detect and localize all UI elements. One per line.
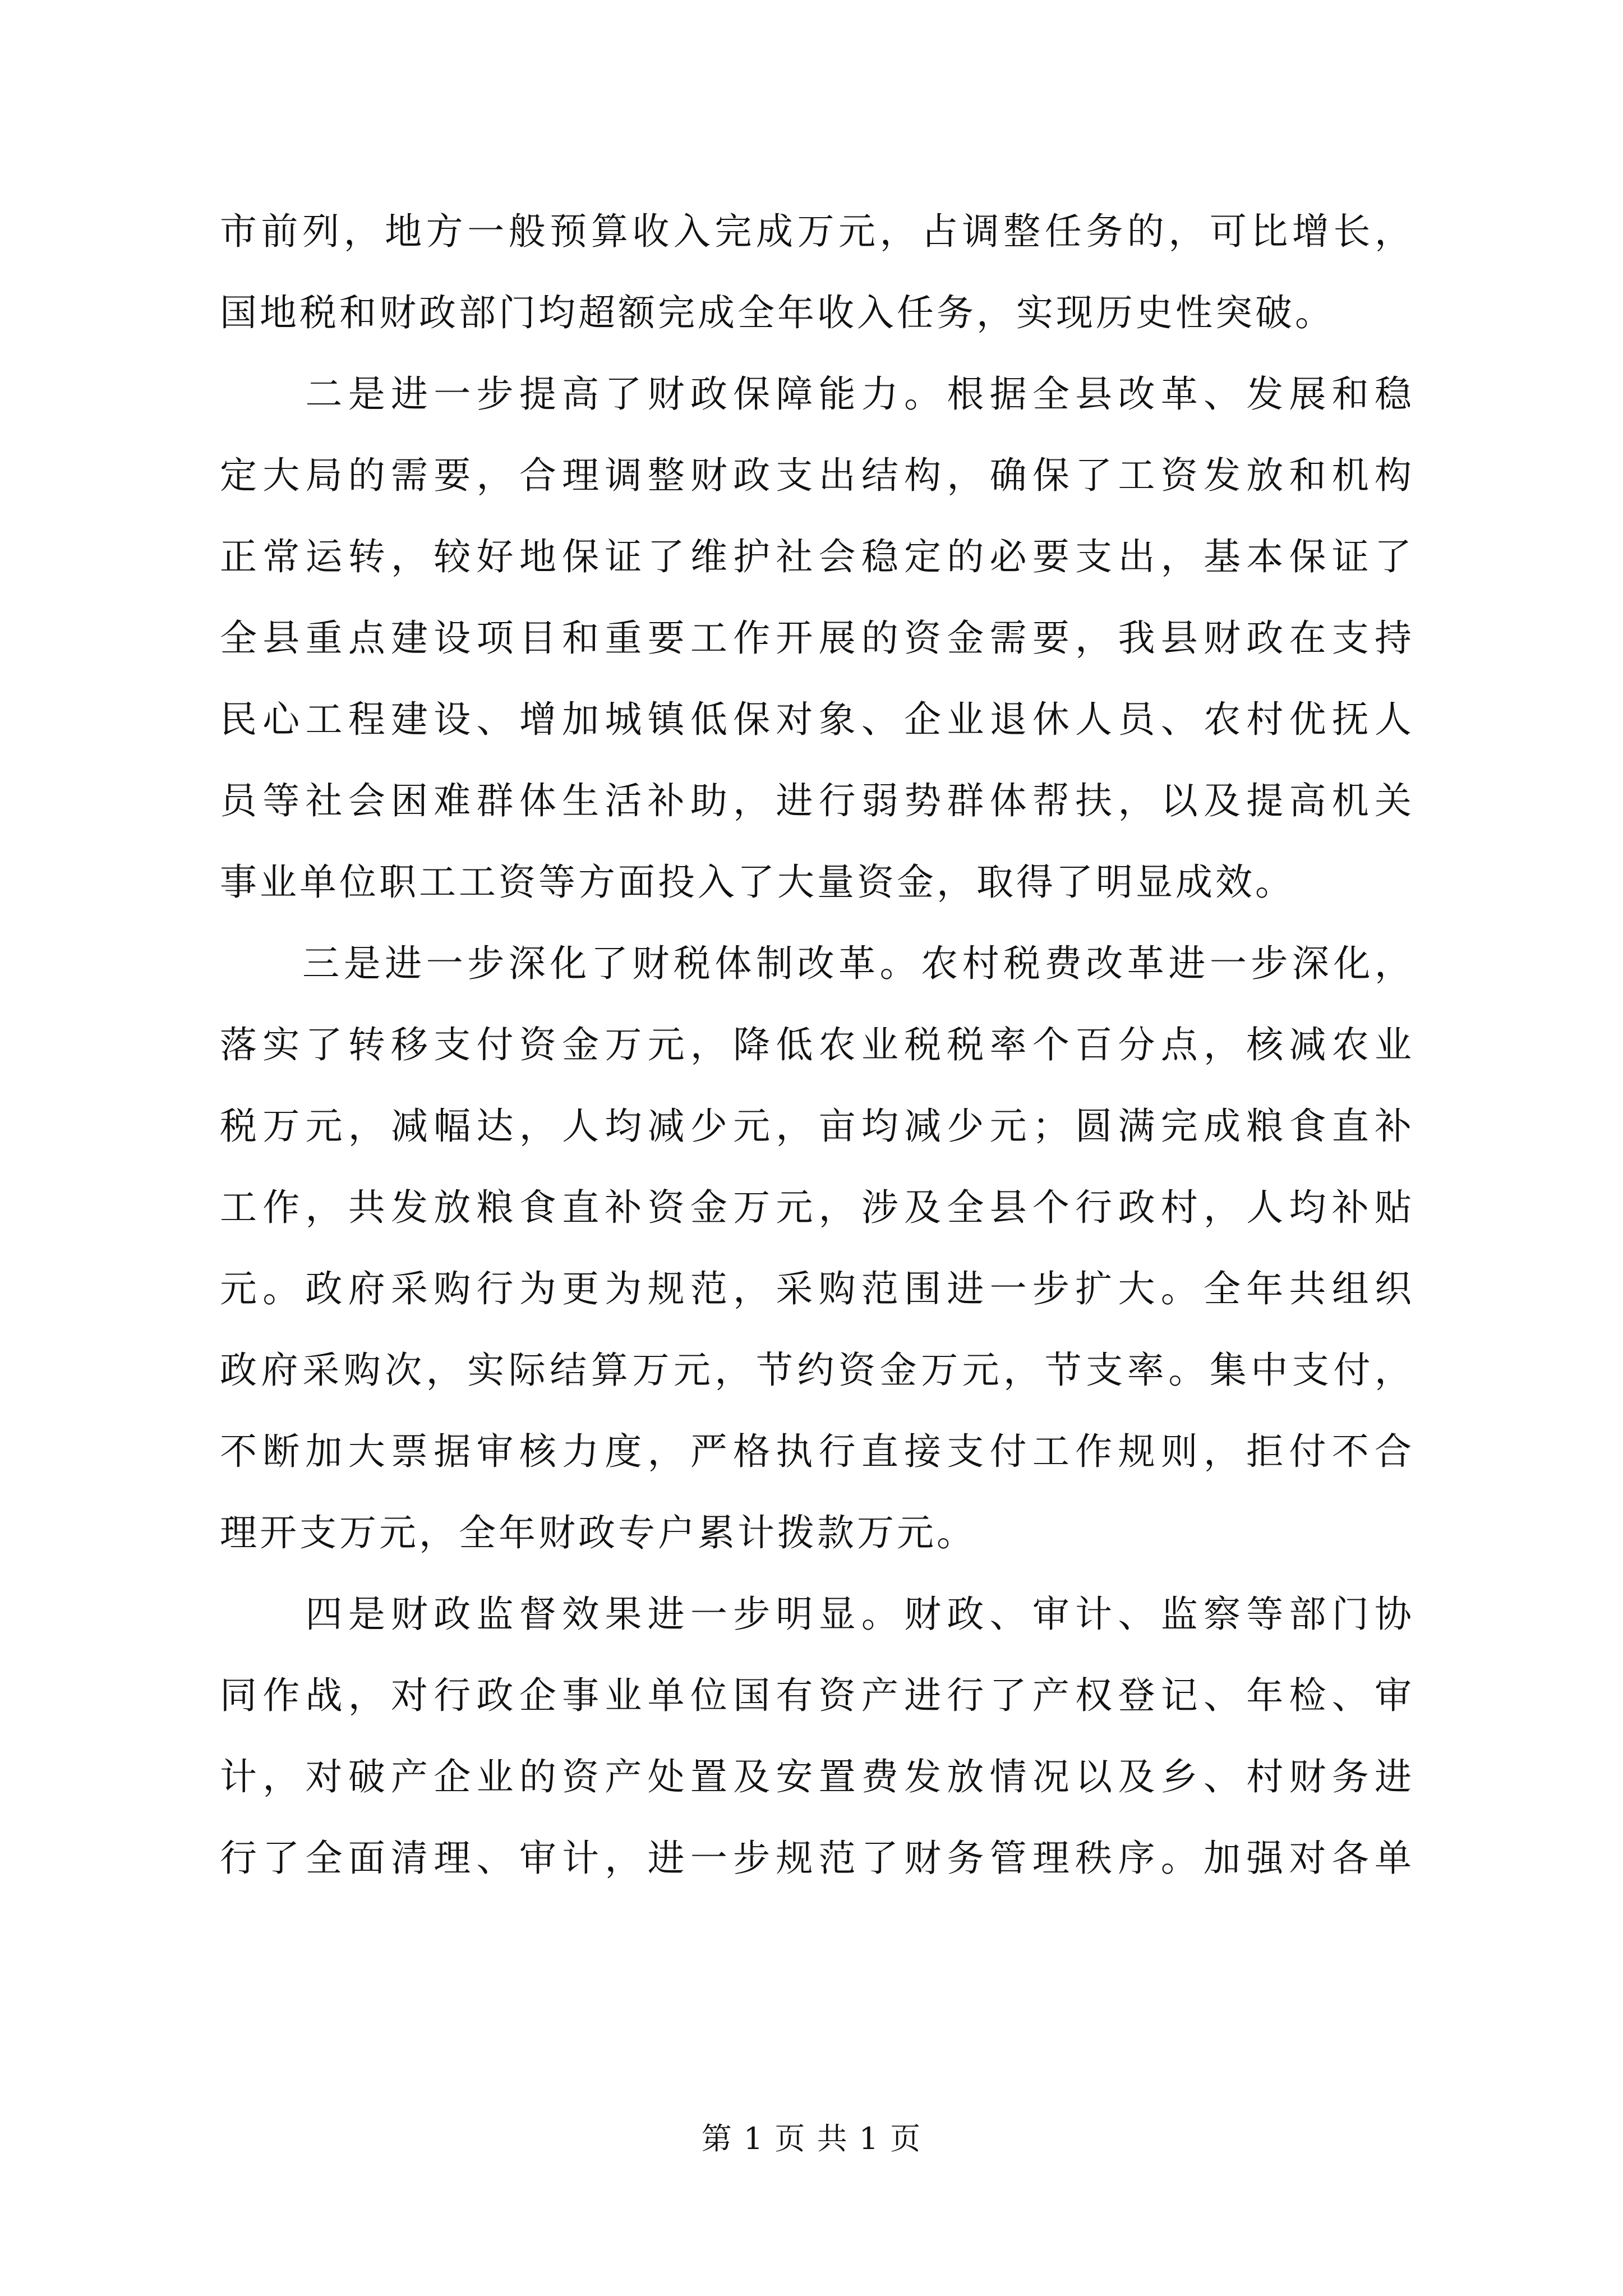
- text-line: 民心工程建设、增加城镇低保对象、企业退休人员、农村优抚人: [220, 698, 1414, 741]
- text-line: 市前列，地方一般预算收入完成万元，占调整任务的，可比增长，: [220, 210, 1414, 253]
- text-line: 元。政府采购行为更为规范，采购范围进一步扩大。全年共组织: [220, 1267, 1414, 1310]
- text-line: 理开支万元，全年财政专户累计拨款万元。: [220, 1511, 976, 1554]
- text-line: 事业单位职工工资等方面投入了大量资金，取得了明显成效。: [220, 861, 1295, 904]
- paragraph-start-line: 三是进一步深化了财税体制改革。农村税费改革进一步深化，: [220, 942, 1414, 985]
- text-line: 落实了转移支付资金万元，降低农业税税率个百分点，核减农业: [220, 1023, 1414, 1066]
- text-line: 行了全面清理、审计，进一步规范了财务管理秩序。加强对各单: [220, 1837, 1414, 1880]
- text-line: 定大局的需要，合理调整财政支出结构，确保了工资发放和机构: [220, 454, 1414, 497]
- text-line: 国地税和财政部门均超额完成全年收入任务，实现历史性突破。: [220, 291, 1335, 334]
- page-footer: 第 1 页 共 1 页: [701, 2121, 922, 2156]
- paragraph-start-line: 二是进一步提高了财政保障能力。根据全县改革、发展和稳: [220, 372, 1414, 416]
- body-text: [220, 191, 1414, 1899]
- text-line: 全县重点建设项目和重要工作开展的资金需要，我县财政在支持: [220, 616, 1414, 660]
- text-line: 政府采购次，实际结算万元，节约资金万元，节支率。集中支付，: [220, 1349, 1414, 1392]
- text-line: 正常运转，较好地保证了维护社会稳定的必要支出，基本保证了: [220, 535, 1414, 578]
- paragraph-start-line: 四是财政监督效果进一步明显。财政、审计、监察等部门协: [220, 1593, 1414, 1636]
- text-line: 计，对破产企业的资产处置及安置费发放情况以及乡、村财务进: [220, 1755, 1414, 1798]
- text-line: 税万元，减幅达，人均减少元，亩均减少元；圆满完成粮食直补: [220, 1105, 1414, 1148]
- text-line: 员等社会困难群体生活补助，进行弱势群体帮扶，以及提高机关: [220, 779, 1414, 822]
- text-line: 不断加大票据审核力度，严格执行直接支付工作规则，拒付不合: [220, 1430, 1414, 1473]
- text-line: 同作战，对行政企事业单位国有资产进行了产权登记、年检、审: [220, 1674, 1414, 1717]
- text-line: 工作，共发放粮食直补资金万元，涉及全县个行政村，人均补贴: [220, 1186, 1414, 1229]
